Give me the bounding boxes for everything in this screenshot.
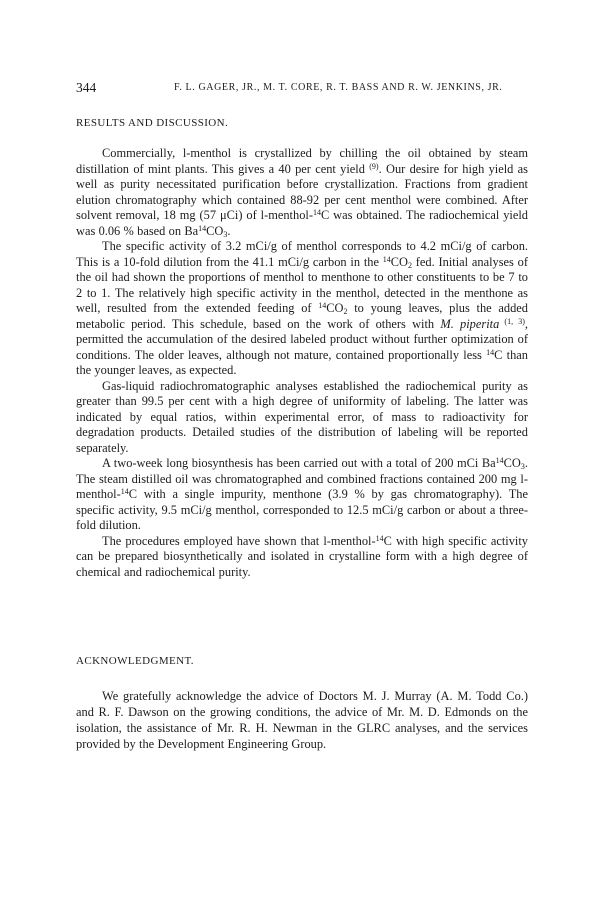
results-heading (76, 117, 228, 129)
acknowledgment-body (76, 688, 528, 752)
results-heading-text: RESULTS AND DISCUSSION. (76, 117, 229, 129)
results-body (76, 146, 528, 580)
acknowledgment-paragraph: We gratefully acknowledge the advice of Doctors M. J. Murray (A. M. Todd Co.) and R. F. Dawson on the growing conditions, the advice of Mr. M. D. Edmonds on the isolation, the assistance of Mr. R. H. Newman in the GLRC analyses, and the services provided by the Development Engineering Group. (76, 689, 528, 751)
results-paragraph-1: Commercially, l-menthol is crystallized by chilling the oil obtained by steam distillation of mint plants. This gives a 40 per cent yield $^{(9)}$. Our desire for high yield as well as purity necessitated purification before crystallization. Fractions from gradient elution chromatography which contained 88-92 per cent menthol were combined. After solvent removal, 18 mg (57 μCi) of l-menthol-$^{14}$C was obtained. The radiochemical yield was 0.06 % based on $Ba^{14}CO_3$. (76, 146, 528, 239)
running-head: F. L. GAGER, JR., M. T. CORE, R. T. BASS AND R. W. JENKINS, JR. (174, 82, 503, 93)
results-paragraph-5: The procedures employed have shown that l-menthol-$^{14}$C with high specific activity can be prepared biosynthetically and isolated in crystalline form with a high degree of chemical and radiochemical purity. (76, 533, 528, 579)
page-number: 344 (76, 80, 97, 95)
results-paragraph-2: The specific activity of 3.2 mCi/g of menthol corresponds to 4.2 mCi/g of carbon. This is a 10-fold dilution from the 41.1 mCi/g carbon in the $^{14}CO_2$ fed. Initial analyses of the oil had shown the proportions of menthol to menthone to other constituents to be 7 to 2 to 1. The relatively high specific activity in the menthol, detected in the menthone as well, resulted from the extended feeding of $^{14}CO_2$ to young leaves, plus the added metabolic period. This schedule, based on the work of others with M. piperita $^{(1, 3)}$, permitted the accumulation of the desired labeled product without further optimization of conditions. The older leaves, although not mature, contained proportionally less $^{14}$C than the younger leaves, as expected. (76, 239, 529, 377)
results-paragraph-4: A two-week long biosynthesis has been carried out with a total of 200 mCi $Ba^{14}CO_3$. The steam distilled oil was chromatographed and combined fractions contained 200 mg l-menthol-$^{14}$C with a single impurity, menthone (3.9 % by gas chromatography). The specific activity, 9.5 mCi/g menthol, corresponded to 12.5 mCi/g carbon or about a three-fold dilution. (76, 456, 528, 532)
species-name: M. piperita (440, 316, 500, 331)
page-header (76, 80, 528, 98)
acknowledgment-heading-text: ACKNOWLEDGMENT. (76, 655, 194, 667)
results-paragraph-3: Gas-liquid radiochromatographic analyses established the radiochemical purity as greater than 99.5 per cent with a high degree of uniformity of labeling. The latter was indicated by equal ratios, within experimental error, of mass to radioactivity for degradation products. Detailed studies of the distribution of labeling will be reported separately. (76, 378, 528, 455)
acknowledgment-heading (76, 655, 194, 667)
